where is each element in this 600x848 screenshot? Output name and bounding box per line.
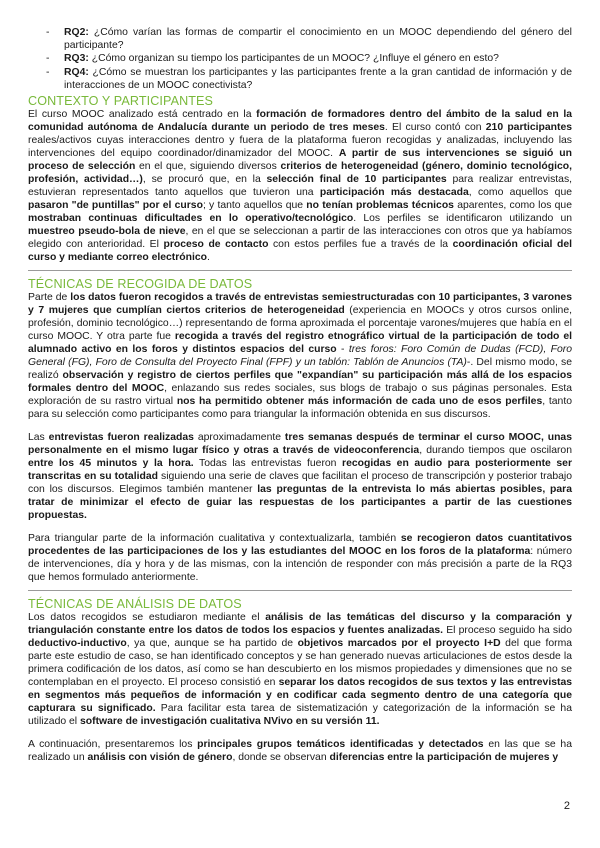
section-heading-analisis: TÉCNICAS DE ANÁLISIS DE DATOS [28,597,242,612]
bold-text: mostraban continuas dificultades en lo operativo/tecnológico [28,212,354,224]
bold-text: entre los 45 minutos y la hora. [28,457,194,469]
bold-text: proceso de contacto [163,238,269,250]
text-run: , donde se observan [232,752,330,763]
text-run: . [207,251,210,263]
paragraph [28,109,572,264]
text-run: . El curso contó con [384,121,486,133]
paragraph [28,292,572,422]
text-run: en las que se ha realizado un [28,739,572,763]
text-run: , ya que, aunque se ha partido de [126,638,298,650]
section-divider [28,270,572,271]
bold-text: pasaron "de puntillas" por el curso [28,199,203,211]
text-run: - [336,344,349,356]
bold-text: recogida a través del registro etnográfico virtual de la participación de todo el alumnado activo en los foros y distintos espacios del curso [28,331,573,356]
text-run: Para facilitar esta tarea de sistematización y categorización de la información se ha utilizado el [28,703,572,728]
text-run: en el que, siguiendo diversos [135,160,281,172]
text-run: con estos perfiles fue a través de la [268,238,453,250]
text-run: , enlazando sus redes sociales, sus blogs de trabajo o sus páginas personales. Esta exploración de su rastro virtual [28,383,572,408]
text-run: del que forma parte este estudio de caso, se han identificado conceptos y se han generado nuevas articulaciones de estos desde la primera codificación de los datos, así como se han descubierto en los mismos propiedades y dimensiones que no se contemplaban en el proyecto. El proceso consistió en [28,638,572,689]
bold-text: software de investigación cualitativa NVivo en su versión 11. [79,716,380,728]
bold-text: separar los datos recogidos de sus textos y las entrevistas en segmentos más pequeños de información y en codificar cada segmento dentro de una categoría que capturara su significado. [28,677,573,715]
text-run: Todas las entrevistas fueron [193,457,343,469]
document-page [28,26,572,765]
text-run: reales/activos cuyas interacciones dentro y fuera de la plataforma fueron recogidas y analizadas, incluyendo las intervenciones del equipo coordinador/dinamizador del MOOC. [28,134,572,159]
text-run: , tanto para su selección como participantes como para triangular la información obtenida en sus discursos. [28,396,573,421]
text-run: . Los perfiles se identificaron utilizando un [353,212,573,224]
bold-text: participación más destacada [319,186,469,198]
section-divider [28,590,572,591]
bold-text: recogidas en audio para posteriormente ser transcritas en su totalidad [28,457,572,482]
page-number: 2 [563,800,570,812]
bold-text: coordinación oficial del curso y mediante correo electrónico [28,238,572,263]
text-run: -. Del mismo modo, se realizó [28,357,572,382]
text-run: Los datos recogidos se estudiaron mediante el [28,612,266,624]
bold-text: análisis con visión de género [87,752,233,763]
bold-text: criterios de heterogeneidad (género, dominio tecnológico, profesión, actividad…) [28,160,573,185]
text-run: aparentes, como los que [453,199,572,211]
list-item: - RQ2: ¿Cómo varían las formas de compartir el conocimiento en un MOOC dependiendo del género del participante? [46,27,572,52]
text-run: Parte de [28,292,71,304]
section-heading-contexto: CONTEXTO Y PARTICIPANTES [28,94,214,109]
text-run: Para triangular parte de la información cualitativa y contextualizarla, también [28,532,401,544]
text-run: aproximadamente [193,431,285,443]
list-item: - RQ3: ¿Cómo organizan su tiempo los participantes de un MOOC? ¿Influye el género en esto? [46,53,499,65]
text-run: , se procuró que, en la [142,173,267,185]
text-run: (experiencia en MOOCs y otros cursos online, profesión, dominio tecnológico…) representando de forma aproximada el porcentaje varones/mujeres que había en el curso MOOC. Y otra parte fue [28,305,572,343]
bold-text: se recogieron datos cuantitativos procedentes de las participaciones de los y las estudiantes del MOOC en los foros de la plataforma [28,532,573,557]
paragraph [28,533,572,585]
text-run: , durando tiempos que oscilaron [419,444,572,456]
research-questions-list [28,26,572,92]
bold-text: deductivo-inductivo [28,638,127,650]
bold-text: nos ha permitido obtener más información de cada uno de esos perfiles [176,396,543,408]
italic-text: tres foros: Foro Común de Dudas (FCD), Foro General (FG), Foro de Consulta del Proyecto Final (FPF) y un tablón: Tablón de Anuncios (TA) [28,344,572,369]
text-run: ; y tanto aquellos que [202,199,307,211]
text-run: , en el que se seleccionan a partir de las interacciones con otros que ya habíamos elegido con anterioridad. El [28,225,572,250]
bold-text: tres semanas después de terminar el curso MOOC, unas personalmente en el mismo lugar físico y otras a través de videoconferencia [28,431,572,456]
text-run: A continuación, presentaremos los [28,739,198,751]
bold-text: no tenían problemas técnicos [306,199,454,211]
paragraph [28,432,572,523]
paragraph [28,612,572,729]
list-item: - RQ4: ¿Cómo se muestran los participantes y las participantes frente a la gran cantidad de información y de interacciones de un MOOC conectivista? [46,66,572,91]
bold-text: selección final de 10 participantes [266,173,447,185]
bold-text: formación de formadores dentro del ámbito de la salud en la comunidad autónoma de Andalucía durante un periodo de tres meses [28,109,572,133]
bold-text: los datos fueron recogidos a través de entrevistas semiestructuradas con 10 participantes, 3 varones y 7 mujeres que cumplían ciertos criterios de heterogeneidad [28,292,572,317]
text-run: El curso MOOC analizado está centrado en la [28,109,257,121]
bold-text: entrevistas fueron realizadas [48,431,194,443]
bold-text: principales grupos temáticos identificadas y detectados [197,739,484,751]
bold-text: muestreo pseudo-bola de nieve [28,225,186,237]
text-run: El proceso seguido ha sido [443,625,572,637]
text-run: Las [28,431,49,443]
bold-text: objetivos marcados por el proyecto I+D [297,638,501,650]
bold-text: 210 participantes [485,121,573,133]
bold-text: observación y registro de ciertos perfiles que "expandían" su participación más allá de los espacios formales dentro del MOOC [28,370,572,395]
text-run: : número de intervenciones, día y hora y de las mismas, con la intención de responder con más precisión a parte de la RQ3 que hemos formulado anteriormente. [28,545,572,583]
text-run: , como aquellos que [468,186,573,198]
bold-text: las preguntas de la entrevista lo más abiertas posibles, para tratar de minimizar el efecto de guiar las respuestas de los participantes a partir de las cuestiones propuestas. [28,483,572,521]
text-run: para realizar entrevistas, estuvieran representados tanto aquellos que tuvieron una [28,173,573,198]
bold-text: A partir de sus intervenciones se siguió un proceso de selección [28,147,572,172]
bold-text: diferencias entre la participación de mujeres y [329,752,559,763]
section-heading-recogida: TÉCNICAS DE RECOGIDA DE DATOS [28,277,253,292]
text-run: siguiendo una serie de claves que facilitan el proceso de transcripción y posterior trabajo con los discursos. Elegimos también mantener [28,470,573,495]
bold-text: análisis de las temáticas del discurso y la comparación y triangulación constante entre los datos de todos los espacios y fuentes analizadas. [28,612,572,637]
paragraph [28,739,572,765]
